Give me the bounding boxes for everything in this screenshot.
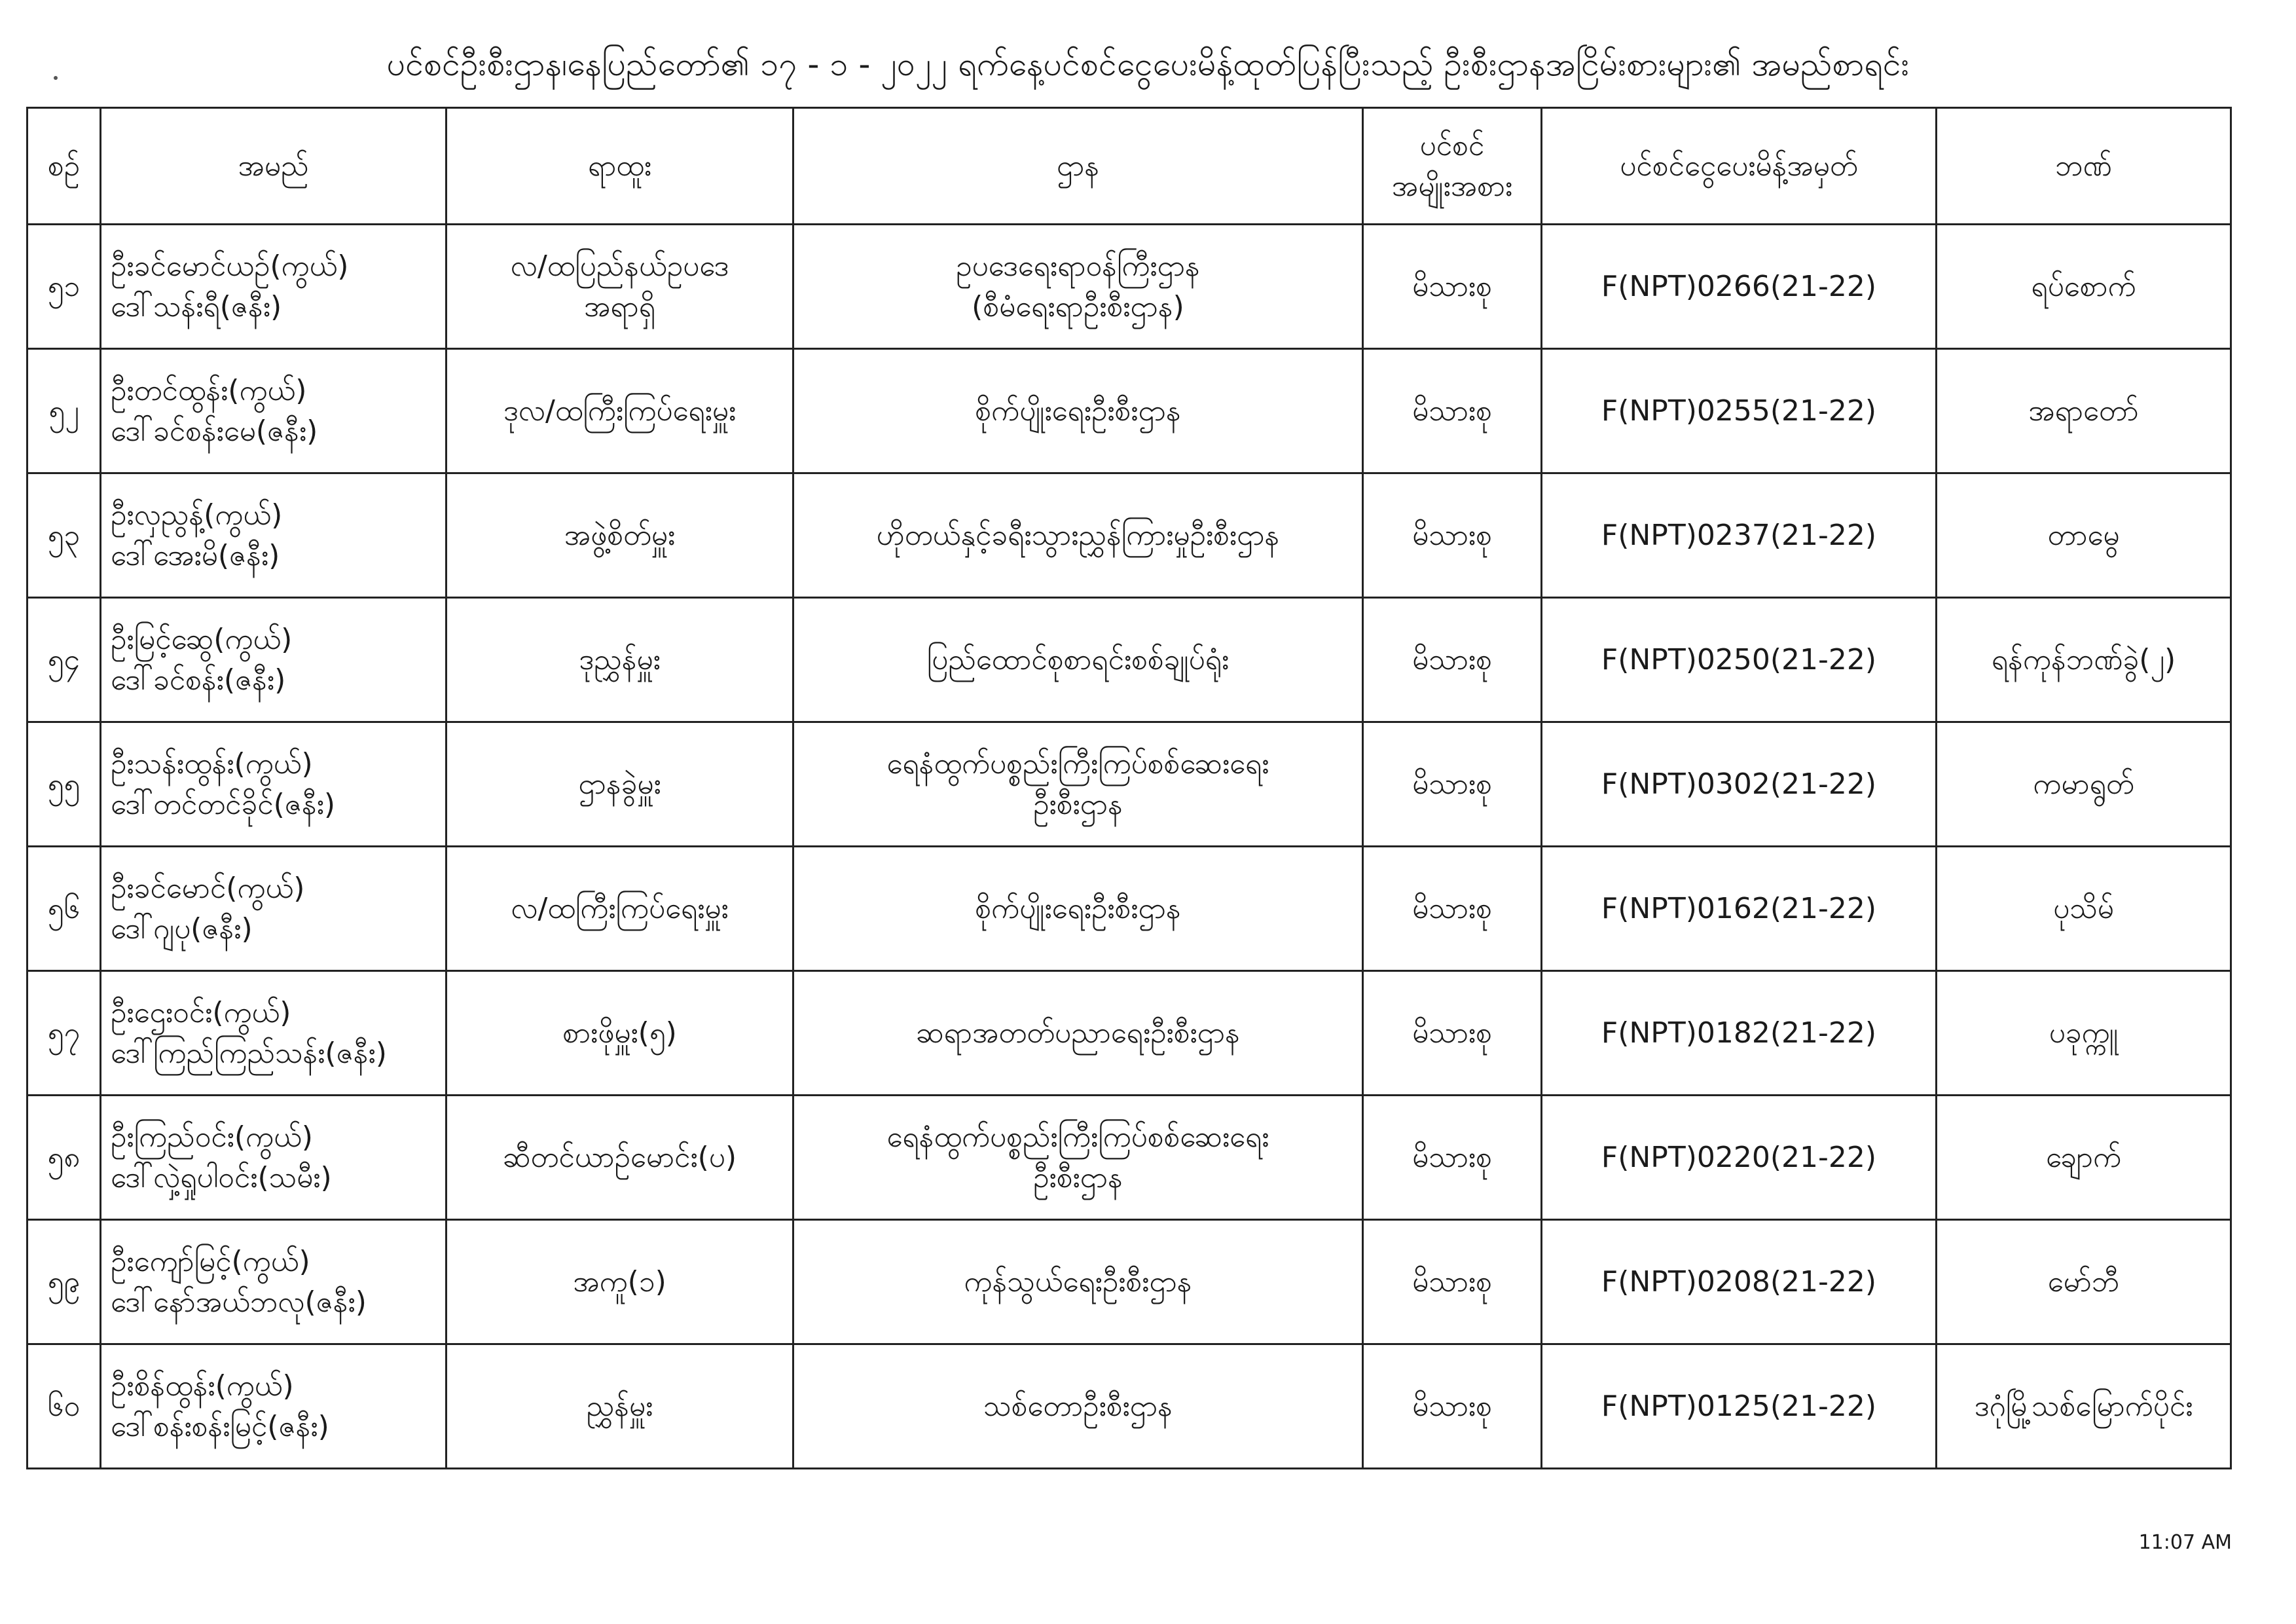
cell-bank: ကမာရွတ်	[1937, 722, 2231, 847]
table-row	[27, 349, 2231, 473]
cell-pension-type: မိသားစု	[1363, 1220, 1542, 1344]
table-header-row	[27, 108, 2231, 225]
cell-pension-type: မိသားစု	[1363, 473, 1542, 598]
cell-pension-type: မိသားစု	[1363, 349, 1542, 473]
cell-department: ပြည်ထောင်စုစာရင်းစစ်ချုပ်ရုံး	[793, 598, 1363, 722]
table-row	[27, 473, 2231, 598]
scan-mark	[54, 76, 58, 80]
table-row	[27, 971, 2231, 1096]
cell-bank: ပခုက္ကူ	[1937, 971, 2231, 1096]
cell-pension-type: မိသားစု	[1363, 598, 1542, 722]
cell-serial-no: ၅၉	[27, 1220, 101, 1344]
cell-pension-type: မိသားစု	[1363, 1096, 1542, 1220]
cell-bank: တာမွေ	[1937, 473, 2231, 598]
cell-name: ဦးလှညွန့်(ကွယ်) ဒေါ်အေးမိ(ဇနီး)	[101, 473, 446, 598]
cell-department: ဆရာအတတ်ပညာရေးဦးစီးဌာန	[793, 971, 1363, 1096]
page-title: ပင်စင်ဦးစီးဌာန၊နေပြည်တော်၏ ၁၇ - ၁ - ၂၀၂၂ ရက်နေ့ပင်စင်ငွေပေးမိန့်ထုတ်ပြန်ပြီးသည့် ဦးစီးဌာနအငြိမ်းစားများ၏ အမည်စာရင်း	[386, 45, 1910, 83]
cell-name: ဦးတင်ထွန်း(ကွယ်) ဒေါ်ခင်စန်းမေ(ဇနီး)	[101, 349, 446, 473]
pension-list-table	[26, 107, 2232, 1469]
cell-pension-type: မိသားစု	[1363, 1344, 1542, 1469]
cell-pension-order-no: F(NPT)0302(21-22)	[1542, 722, 1937, 847]
cell-pension-order-no: F(NPT)0125(21-22)	[1542, 1344, 1937, 1469]
cell-position: ညွှန်မှူး	[446, 1344, 793, 1469]
cell-name: ဦးခင်မောင်ယဉ်(ကွယ်) ဒေါ်သန်းရီ(ဇနီး)	[101, 225, 446, 349]
cell-department: သစ်တောဦးစီးဌာန	[793, 1344, 1363, 1469]
cell-bank: ချောက်	[1937, 1096, 2231, 1220]
cell-serial-no: ၅၈	[27, 1096, 101, 1220]
cell-serial-no: ၆၀	[27, 1344, 101, 1469]
table-row	[27, 598, 2231, 722]
cell-pension-order-no: F(NPT)0220(21-22)	[1542, 1096, 1937, 1220]
cell-pension-order-no: F(NPT)0266(21-22)	[1542, 225, 1937, 349]
cell-pension-type: မိသားစု	[1363, 847, 1542, 971]
table-row	[27, 1344, 2231, 1469]
cell-serial-no: ၅၅	[27, 722, 101, 847]
table-row	[27, 1220, 2231, 1344]
cell-pension-order-no: F(NPT)0208(21-22)	[1542, 1220, 1937, 1344]
cell-position: ဒုလ/ထကြီးကြပ်ရေးမှူး	[446, 349, 793, 473]
cell-pension-type: မိသားစု	[1363, 722, 1542, 847]
cell-department: ဥပဒေရေးရာဝန်ကြီးဌာန (စီမံရေးရာဦးစီးဌာန)	[793, 225, 1363, 349]
cell-position: ဆီတင်ယာဉ်မောင်း(ပ)	[446, 1096, 793, 1220]
cell-position: လ/ထကြီးကြပ်ရေးမှူး	[446, 847, 793, 971]
header-name: အမည်	[101, 108, 446, 225]
cell-pension-type: မိသားစု	[1363, 971, 1542, 1096]
cell-pension-order-no: F(NPT)0237(21-22)	[1542, 473, 1937, 598]
cell-pension-order-no: F(NPT)0255(21-22)	[1542, 349, 1937, 473]
table-row	[27, 225, 2231, 349]
cell-pension-type: မိသားစု	[1363, 225, 1542, 349]
cell-department: စိုက်ပျိုးရေးဦးစီးဌာန	[793, 847, 1363, 971]
cell-department: ရေနံထွက်ပစ္စည်းကြီးကြပ်စစ်ဆေးရေး ဦးစီးဌာန	[793, 1096, 1363, 1220]
cell-pension-order-no: F(NPT)0162(21-22)	[1542, 847, 1937, 971]
cell-serial-no: ၅၇	[27, 971, 101, 1096]
cell-position: အကူ(၁)	[446, 1220, 793, 1344]
cell-serial-no: ၅၁	[27, 225, 101, 349]
cell-name: ဦးကြည်ဝင်း(ကွယ်) ဒေါ်လှဲ့ရှုပါဝင်း(သမီး)	[101, 1096, 446, 1220]
table-row	[27, 1096, 2231, 1220]
cell-name: ဦးခင်မောင်(ကွယ်) ဒေါ်ဂျပု(ဇနီး)	[101, 847, 446, 971]
cell-pension-order-no: F(NPT)0182(21-22)	[1542, 971, 1937, 1096]
cell-name: ဦးစိန်ထွန်း(ကွယ်) ဒေါ်စန်းစန်းမြင့်(ဇနီး)	[101, 1344, 446, 1469]
print-timestamp: 11:07 AM	[2138, 1531, 2232, 1554]
cell-bank: ရန်ကုန်ဘဏ်ခွဲ(၂)	[1937, 598, 2231, 722]
cell-serial-no: ၅၆	[27, 847, 101, 971]
cell-pension-order-no: F(NPT)0250(21-22)	[1542, 598, 1937, 722]
cell-position: စားဖိုမှူး(၅)	[446, 971, 793, 1096]
cell-bank: ပုသိမ်	[1937, 847, 2231, 971]
cell-bank: ရပ်စောက်	[1937, 225, 2231, 349]
cell-bank: အရာတော်	[1937, 349, 2231, 473]
cell-position: ဌာနခွဲမှူး	[446, 722, 793, 847]
cell-name: ဦးသန်းထွန်း(ကွယ်) ဒေါ်တင်တင်ခိုင်(ဇနီး)	[101, 722, 446, 847]
table-row	[27, 847, 2231, 971]
cell-bank: မော်ဘီ	[1937, 1220, 2231, 1344]
header-department: ဌာန	[793, 108, 1363, 225]
cell-name: ဦးဌေးဝင်း(ကွယ်) ဒေါ်ကြည်ကြည်သန်း(ဇနီး)	[101, 971, 446, 1096]
header-serial-no: စဉ်	[27, 108, 101, 225]
cell-position: ဒုညွှန်မှူး	[446, 598, 793, 722]
cell-serial-no: ၅၃	[27, 473, 101, 598]
cell-serial-no: ၅၄	[27, 598, 101, 722]
cell-department: ဟိုတယ်နှင့်ခရီးသွားညွှန်ကြားမှုဦးစီးဌာန	[793, 473, 1363, 598]
cell-name: ဦးကျော်မြင့်(ကွယ်) ဒေါ်နော်အယ်ဘလု(ဇနီး)	[101, 1220, 446, 1344]
header-bank: ဘဏ်	[1937, 108, 2231, 225]
cell-bank: ဒဂုံမြို့သစ်မြောက်ပိုင်း	[1937, 1344, 2231, 1469]
cell-position: လ/ထပြည်နယ်ဥပဒေ အရာရှိ	[446, 225, 793, 349]
cell-department: ရေနံထွက်ပစ္စည်းကြီးကြပ်စစ်ဆေးရေး ဦးစီးဌာန	[793, 722, 1363, 847]
cell-serial-no: ၅၂	[27, 349, 101, 473]
cell-department: စိုက်ပျိုးရေးဦးစီးဌာန	[793, 349, 1363, 473]
table-row	[27, 722, 2231, 847]
header-pension-order-no: ပင်စင်ငွေပေးမိန့်အမှတ်	[1542, 108, 1937, 225]
header-position: ရာထူး	[446, 108, 793, 225]
cell-position: အဖွဲ့စိတ်မှူး	[446, 473, 793, 598]
header-pension-type: ပင်စင် အမျိုးအစား	[1363, 108, 1542, 225]
cell-name: ဦးမြင့်ဆွေ(ကွယ်) ဒေါ်ခင်စန်း(ဇနီး)	[101, 598, 446, 722]
cell-department: ကုန်သွယ်ရေးဦးစီးဌာန	[793, 1220, 1363, 1344]
